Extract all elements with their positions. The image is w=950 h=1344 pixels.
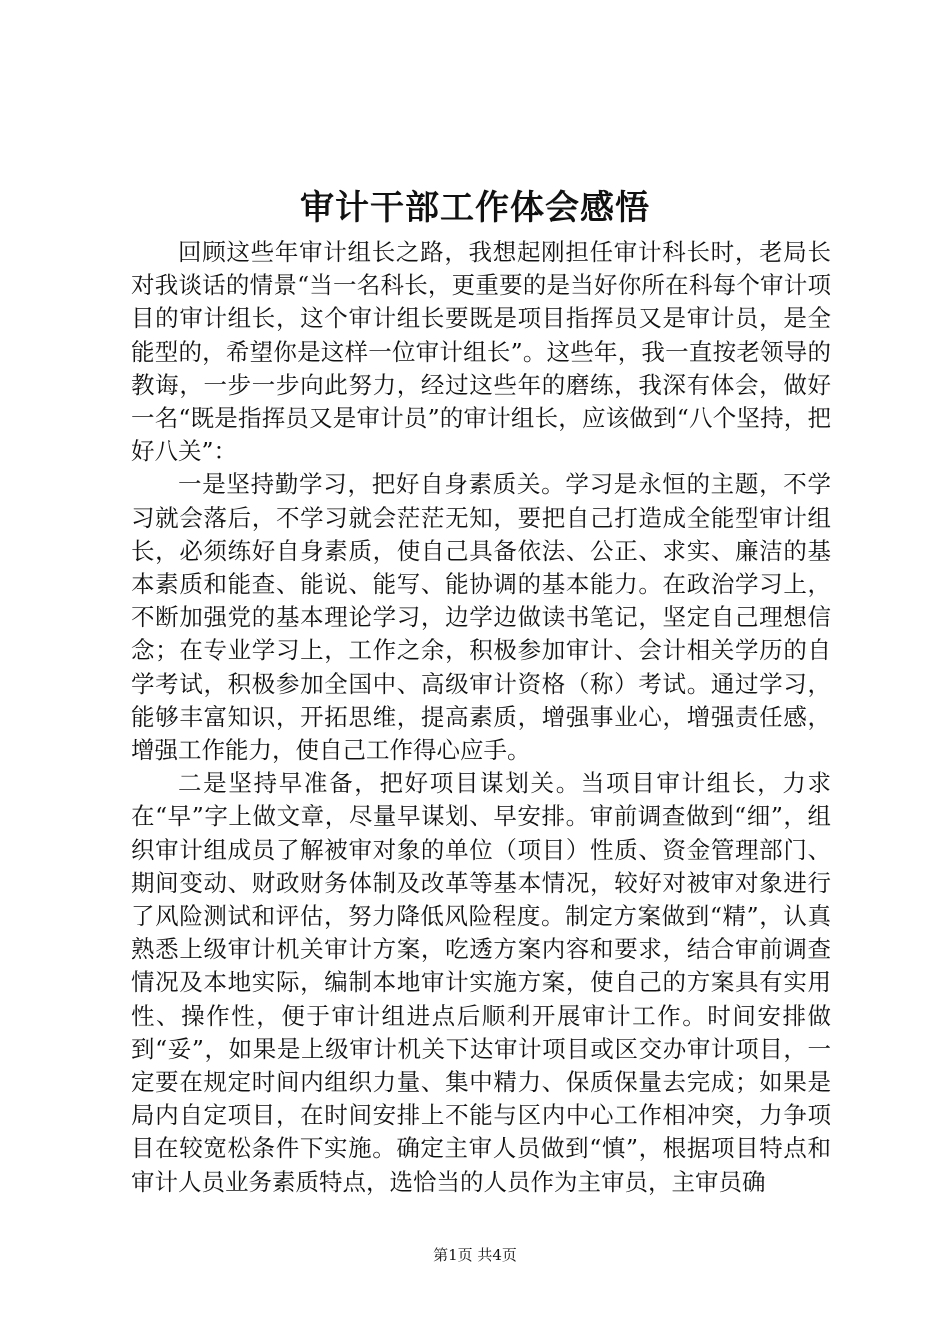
document-body — [131, 236, 831, 1199]
paragraph-point-one: 一是坚持勤学习，把好自身素质关。学习是永恒的主题，不学习就会落后，不学习就会茫茫无知，要把自己打造成全能型审计组长，必须练好自身素质，使自己具备依法、公正、求实、廉洁的基本素质和能查、能说、能写、能协调的基本能力。在政治学习上，不断加强党的基本理论学习，边学边做读书笔记，坚定自己理想信念；在专业学习上，工作之余，积极参加审计、会计相关学历的自学考试，积极参加全国中、高级审计资格（称）考试。通过学习，能够丰富知识，开拓思维，提高素质，增强事业心，增强责任感，增强工作能力，使自己工作得心应手。 — [131, 470, 831, 765]
document-title: 审计干部工作体会感悟 — [300, 188, 650, 228]
paragraph-point-two: 二是坚持早准备，把好项目谋划关。当项目审计组长，力求在“早”字上做文章，尽量早谋划、早安排。审前调查做到“细”，组织审计组成员了解被审对象的单位（项目）性质、资金管理部门、期间变动、财政财务体制及改革等基本情况，较好对被审对象进行了风险测试和评估，努力降低风险程度。制定方案做到“精”，认真熟悉上级审计机关审计方案，吃透方案内容和要求，结合审前调查情况及本地实际，编制本地审计实施方案，使自己的方案具有实用性、操作性，便于审计组进点后顺利开展审计工作。时间安排做到“妥”，如果是上级审计机关下达审计项目或区交办审计项目，一定要在规定时间内组织力量、集中精力、保质保量去完成；如果是局内自定项目，在时间安排上不能与区内中心工作相冲突，力争项目在较宽松条件下实施。确定主审人员做到“慎”，根据项目特点和审计人员业务素质特点，选恰当的人员作为主审员，主审员确 — [131, 769, 831, 1196]
paragraph-intro: 回顾这些年审计组长之路，我想起刚担任审计科长时，老局长对我谈话的情景“当一名科长，更重要的是当好你所在科每个审计项目的审计组长，这个审计组长要既是项目指挥员又是审计员，是全能型的，希望你是这样一位审计组长”。这些年，我一直按老领导的教诲，一步一步向此努力，经过这些年的磨练，我深有体会，做好一名“既是指挥员又是审计员”的审计组长，应该做到“八个坚持，把好八关”： — [131, 238, 831, 466]
page-number-footer: 第1页 共4页 — [433, 1246, 517, 1264]
